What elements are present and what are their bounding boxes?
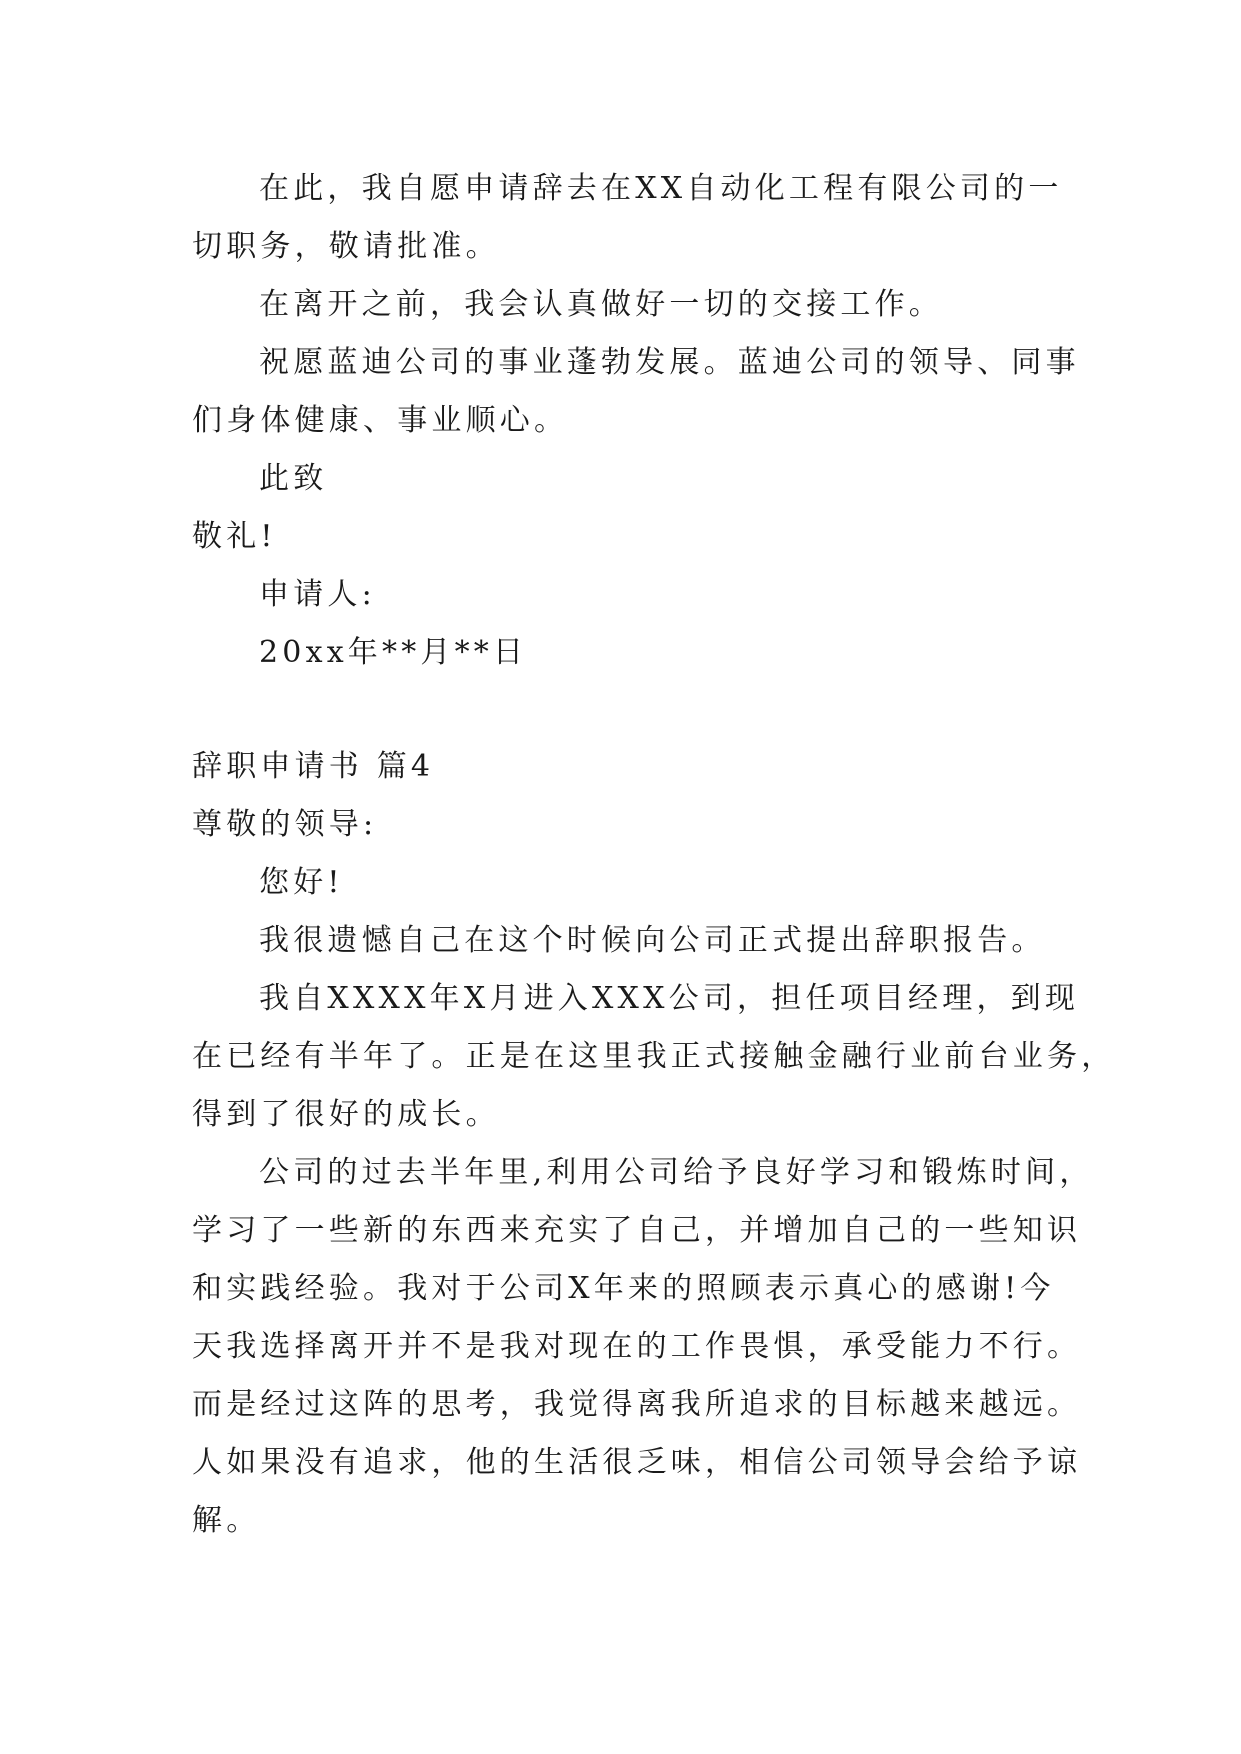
paragraph-line: 天我选择离开并不是我对现在的工作畏惧，承受能力不行。 <box>192 1329 1082 1364</box>
paragraph-line: 人如果没有追求，他的生活很乏味，相信公司领导会给予谅 <box>192 1445 1082 1480</box>
paragraph-line: 们身体健康、事业顺心。 <box>192 403 569 438</box>
paragraph-line: 在已经有半年了。正是在这里我正式接触金融行业前台业务， <box>192 1039 1116 1074</box>
paragraph-line: 我很遗憾自己在这个时候向公司正式提出辞职报告。 <box>259 923 1046 958</box>
section-heading: 辞职申请书 篇4 <box>192 749 435 784</box>
paragraph-line: 而是经过这阵的思考，我觉得离我所追求的目标越来越远。 <box>192 1387 1082 1422</box>
hello-line: 您好! <box>259 865 344 900</box>
greeting-line: 尊敬的领导: <box>192 807 378 842</box>
paragraph-line: 在离开之前，我会认真做好一切的交接工作。 <box>259 287 943 322</box>
paragraph-line: 得到了很好的成长。 <box>192 1097 500 1132</box>
paragraph-line: 和实践经验。我对于公司X年来的照顾表示真心的感谢!今 <box>192 1271 1055 1306</box>
date-line: 20xx年**月**日 <box>259 635 528 670</box>
section-spacer <box>192 682 1060 738</box>
paragraph-line: 切职务，敬请批准。 <box>192 229 500 264</box>
paragraph-line: 在此，我自愿申请辞去在XX自动化工程有限公司的一 <box>259 171 1063 206</box>
paragraph-line: 我自XXXX年X月进入XXX公司，担任项目经理，到现 <box>259 981 1080 1016</box>
applicant-line: 申请人: <box>259 577 376 612</box>
paragraph-line: 解。 <box>192 1503 261 1538</box>
salute-line: 敬礼! <box>192 519 277 554</box>
paragraph-line: 公司的过去半年里,利用公司给予良好学习和锻炼时间， <box>259 1155 1094 1190</box>
paragraph-line: 祝愿蓝迪公司的事业蓬勃发展。蓝迪公司的领导、同事 <box>259 345 1080 380</box>
paragraph-line: 学习了一些新的东西来充实了自己，并增加自己的一些知识 <box>192 1213 1082 1248</box>
document-body <box>192 160 1116 1550</box>
closing-line: 此致 <box>259 461 328 496</box>
